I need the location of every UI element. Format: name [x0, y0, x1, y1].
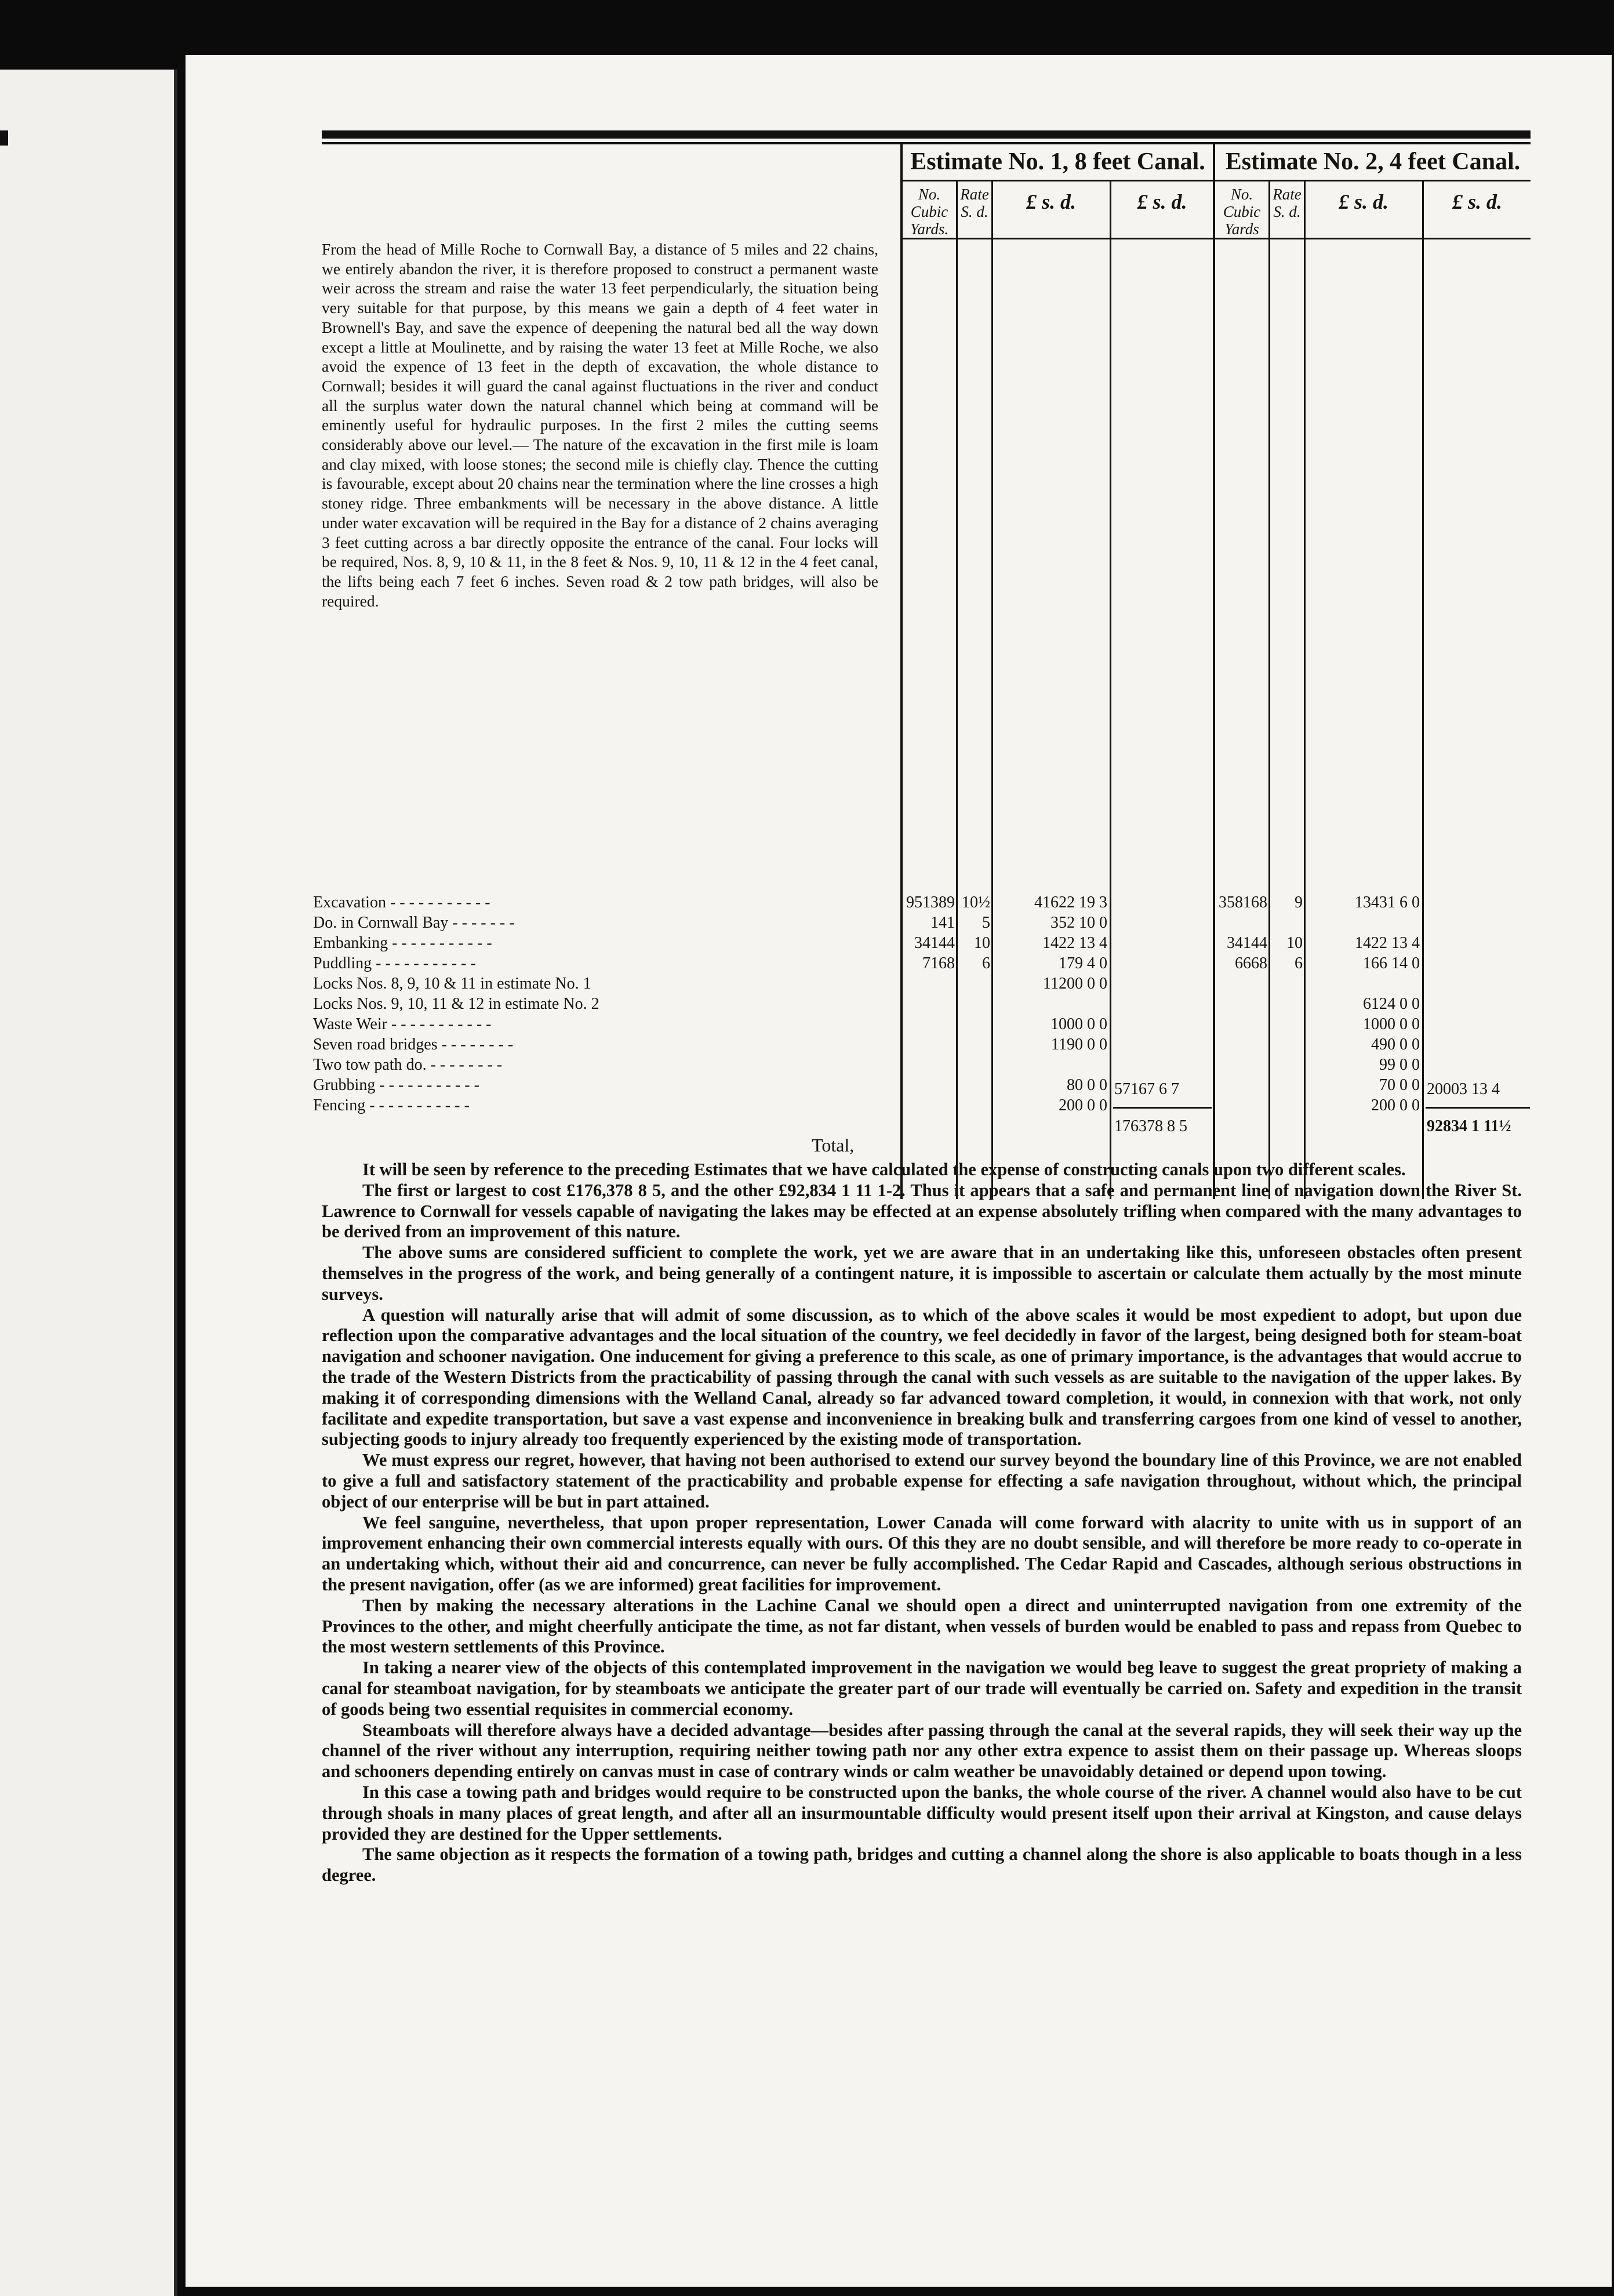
header-lsd-2a: £ s. d. [1338, 190, 1388, 213]
adjacent-page-edge [0, 70, 177, 2296]
estimate-divider [1213, 142, 1215, 1199]
rate-1: 6 [982, 954, 990, 972]
paragraph: The same objection as it respects the formation of a towing path, bridges and cutting a channel along the shore is also applicable to boats though in a less degree. [322, 1844, 1522, 1886]
row-label: Locks Nos. 8, 9, 10 & 11 in estimate No. 1 [313, 975, 591, 993]
estimate1-title-rule [903, 180, 1213, 181]
estimate2-title-rule [1215, 180, 1531, 181]
amount-2: 166 14 0 [1363, 954, 1420, 972]
subtotal-estimate1: 57167 6 7 [1114, 1080, 1179, 1098]
amount-2: 70 0 0 [1379, 1076, 1420, 1094]
amount-1: 179 4 0 [1059, 954, 1107, 972]
cubic-yards-1: 7168 [922, 954, 955, 972]
rate-2: 9 [1295, 893, 1303, 911]
cubic-yards-1: 141 [930, 914, 955, 932]
cubic-yards-1: 34144 [914, 934, 955, 952]
top-thick-rule [322, 130, 1531, 139]
header-lsd-1b: £ s. d. [1137, 190, 1187, 213]
paragraph: Steamboats will therefore always have a decided advantage—besides after passing through the canal at the several rapids, they will seek their way up the channel of the river without any interruption, requiring neither towing path nor any other extra expence to assist them on their passage up. Whereas sloops and schooners depending entirely on canvas must in case of contrary winds or calm weather be unavoidably detained or depend upon towing. [322, 1720, 1522, 1782]
amount-1: 11200 0 0 [1043, 975, 1107, 993]
paragraph: The above sums are considered sufficient to complete the work, yet we are aware that in an undertaking like this, unforeseen obstacles often present themselves in the progress of the work, and being generally of a contingent nature, it is impossible to ascertain or calculate them actually by the most minute surveys. [322, 1243, 1522, 1304]
amount-1: 41622 19 3 [1034, 893, 1107, 911]
amount-1: 1000 0 0 [1050, 1015, 1107, 1033]
adjacent-page-mark [0, 130, 8, 146]
route-description: From the head of Mille Roche to Cornwall Bay, a distance of 5 miles and 22 chains, we entirely abandon the river, it is therefore proposed to construct a permanent waste weir across the stream and raise the water 13 feet perpendicularly, the situation being very suitable for that purpose, by this means we gain a depth of 4 feet water in Brownell's Bay, and save the expence of deepening the natural bed all the way down except a little at Moulinette, and by raising the water 13 feet at Mille Roche, we also avoid the expence of 13 feet in the depth of excavation, the whole distance to Cornwall; besides it will guard the canal against fluctuations in the river and conduct all the surplus water down the natural channel which being at command will be eminently useful for hydraulic purposes. In the first 2 miles the cutting seems considerably above our level.— The nature of the excavation in the first mile is loam and clay mixed, with loose stones; the second mile is chiefly clay. Thence the cutting is favourable, except about 20 chains near the termination where the line crosses a high stoney ridge. Three embankments will be necessary in the above distance. A little under water excavation will be required in the Bay for a distance of 2 chains averaging 3 feet cutting across a bar directly opposite the entrance of the canal. Four locks will be required, Nos. 8, 9, 10 & 11, in the 8 feet & Nos. 9, 10, 11 & 12 in the 4 feet canal, the lifts being each 7 feet 6 inches. Seven road & 2 tow path bridges, will also be required. [322, 240, 878, 610]
table-left-border [900, 142, 903, 1199]
sum-rule-2 [1426, 1107, 1530, 1109]
document-page [186, 55, 1612, 2287]
row-label: Seven road bridges - - - - - - - - [313, 1036, 514, 1053]
row-label: Locks Nos. 9, 10, 11 & 12 in estimate No. 2 [313, 995, 599, 1013]
cubic-yards-1: 951389 [906, 893, 955, 911]
row-label: Puddling - - - - - - - - - - - [313, 954, 476, 972]
header-rate-1: Rate S. d. [960, 186, 989, 220]
total-estimate2: 92834 1 11½ [1427, 1117, 1511, 1135]
row-label: Waste Weir - - - - - - - - - - - [313, 1015, 492, 1033]
paragraph: We feel sanguine, nevertheless, that upon proper representation, Lower Canada will come forward with alacrity to unite with us in support of an improvement enhancing their own commercial interests equally with ours. Of this they are no doubt sensible, and will therefore be more ready to co-operate in an undertaking which, without their aid and concurrence, can never be fully accomplished. The Cedar Rapid and Cascades, although serious obstructions in the present navigation, offer (as we are informed) great facilities for improvement. [322, 1512, 1522, 1594]
rate-1: 10½ [962, 893, 990, 911]
row-label: Grubbing - - - - - - - - - - - [313, 1076, 479, 1094]
amount-2: 99 0 0 [1379, 1056, 1420, 1074]
amount-2: 200 0 0 [1371, 1096, 1420, 1114]
cubic-yards-2: 6668 [1235, 954, 1267, 972]
amount-2: 1422 13 4 [1355, 934, 1420, 952]
column-line [1110, 181, 1111, 1199]
amount-1: 1422 13 4 [1042, 934, 1107, 952]
column-line [1422, 181, 1424, 1199]
paragraph: In taking a nearer view of the objects of this contemplated improvement in the navigation we would beg leave to suggest the great propriety of making a canal for steamboat navigation, for by steamboats we anticipate the greater part of our trade will eventually be carried on. Safety and expedition in the transit of goods being two essential requisites in commercial economy. [322, 1658, 1522, 1719]
top-thin-rule [322, 142, 1531, 144]
paragraph: In this case a towing path and bridges would require to be constructed upon the banks, the whole course of the river. A channel would also have to be cut through shoals in many places of great length, and after all an insurmountable difficulty would present itself upon their arrival at Kingston, and cause delays provided they are destined for the Upper settlements. [322, 1782, 1522, 1844]
header-rate-2: Rate S. d. [1273, 186, 1302, 220]
header-cubic-yards-1: No. Cubic Yards. [910, 186, 949, 238]
row-label: Fencing - - - - - - - - - - - [313, 1096, 470, 1114]
report-body [322, 1160, 1522, 1886]
amount-2: 6124 0 0 [1363, 995, 1420, 1013]
column-line [1268, 181, 1270, 1199]
rate-2: 10 [1286, 934, 1303, 952]
header-bottom-rule [901, 238, 1531, 239]
total-estimate1: 176378 8 5 [1114, 1117, 1187, 1135]
amount-2: 490 0 0 [1371, 1036, 1420, 1053]
paragraph: We must express our regret, however, that having not been authorised to extend our survey beyond the boundary line of this Province, we are not enabled to give a full and satisfactory statement of the practicability and probable expense for effecting a safe navigation throughout, without which, the principal object of our enterprise will be but in part attained. [322, 1450, 1522, 1512]
estimate2-title: Estimate No. 2, 4 feet Canal. [1225, 148, 1521, 175]
total-label: Total, [812, 1135, 855, 1156]
row-label: Excavation - - - - - - - - - - - [313, 893, 490, 911]
rate-2: 6 [1295, 954, 1303, 972]
amount-1: 352 10 0 [1050, 914, 1107, 932]
subtotal-estimate2: 20003 13 4 [1427, 1080, 1500, 1098]
amount-2: 13431 6 0 [1355, 893, 1420, 911]
estimate1-title: Estimate No. 1, 8 feet Canal. [910, 148, 1205, 175]
paragraph: It will be seen by reference to the preceding Estimates that we have calculated the expense of constructing canals upon two different scales. [362, 1160, 1406, 1179]
header-cubic-yards-2: No. Cubic Yards [1223, 186, 1261, 238]
amount-1: 200 0 0 [1059, 1096, 1107, 1114]
header-lsd-1a: £ s. d. [1026, 190, 1076, 213]
row-label: Embanking - - - - - - - - - - - [313, 934, 492, 952]
amount-2: 1000 0 0 [1363, 1015, 1420, 1033]
amount-1: 80 0 0 [1067, 1076, 1107, 1094]
paragraph: A question will naturally arise that will admit of some discussion, as to which of the above scales it would be most expedient to adopt, but upon due reflection upon the comparative advantages and the local situation of the country, we feel decidedly in favor of the largest, being designed both for steam-boat navigation and schooner navigation. One inducement for giving a preference to this scale, as one of primary importance, is the advantages that would accrue to the trade of the Western Districts from the practicability of passing through the canal with such vessels as are suitable to the navigation of the upper lakes. By making it of corresponding dimensions with the Welland Canal, already so far advanced toward completion, it would, in connexion with that work, not only facilitate and expedite transportation, but save a vast expense and inconvenience in breaking bulk and transferring cargoes from one kind of vessel to another, subjecting goods to injury already too frequently experienced by the existing mode of transportation. [322, 1305, 1522, 1449]
rate-1: 10 [974, 934, 990, 952]
paragraph: The first or largest to cost £176,378 8 5, and the other £92,834 1 11 1-2. Thus it appears that a safe and permanent line of navigation down the River St. Lawrence to Cornwall for vessels capable of navigating the lakes may be effected at an expense absolutely trifling when compared with the many advantages to be derived from an improvement of this nature. [322, 1180, 1522, 1242]
row-label: Do. in Cornwall Bay - - - - - - - [313, 914, 515, 932]
amount-1: 1190 0 0 [1051, 1036, 1107, 1053]
cubic-yards-2: 358168 [1219, 893, 1267, 911]
column-line [956, 181, 958, 1199]
paragraph: Then by making the necessary alterations in the Lachine Canal we should open a direct and uninterrupted navigation from one extremity of the Provinces to the other, and might cheerfully anticipate the time, as not far distant, when vessels of burden would be enabled to pass and repass from Quebec to the most western settlements of this Province. [322, 1595, 1522, 1657]
rate-1: 5 [982, 914, 990, 932]
header-lsd-2b: £ s. d. [1452, 190, 1502, 213]
sum-rule-1 [1113, 1107, 1212, 1109]
cubic-yards-2: 34144 [1227, 934, 1267, 952]
row-label: Two tow path do. - - - - - - - - [313, 1056, 503, 1074]
